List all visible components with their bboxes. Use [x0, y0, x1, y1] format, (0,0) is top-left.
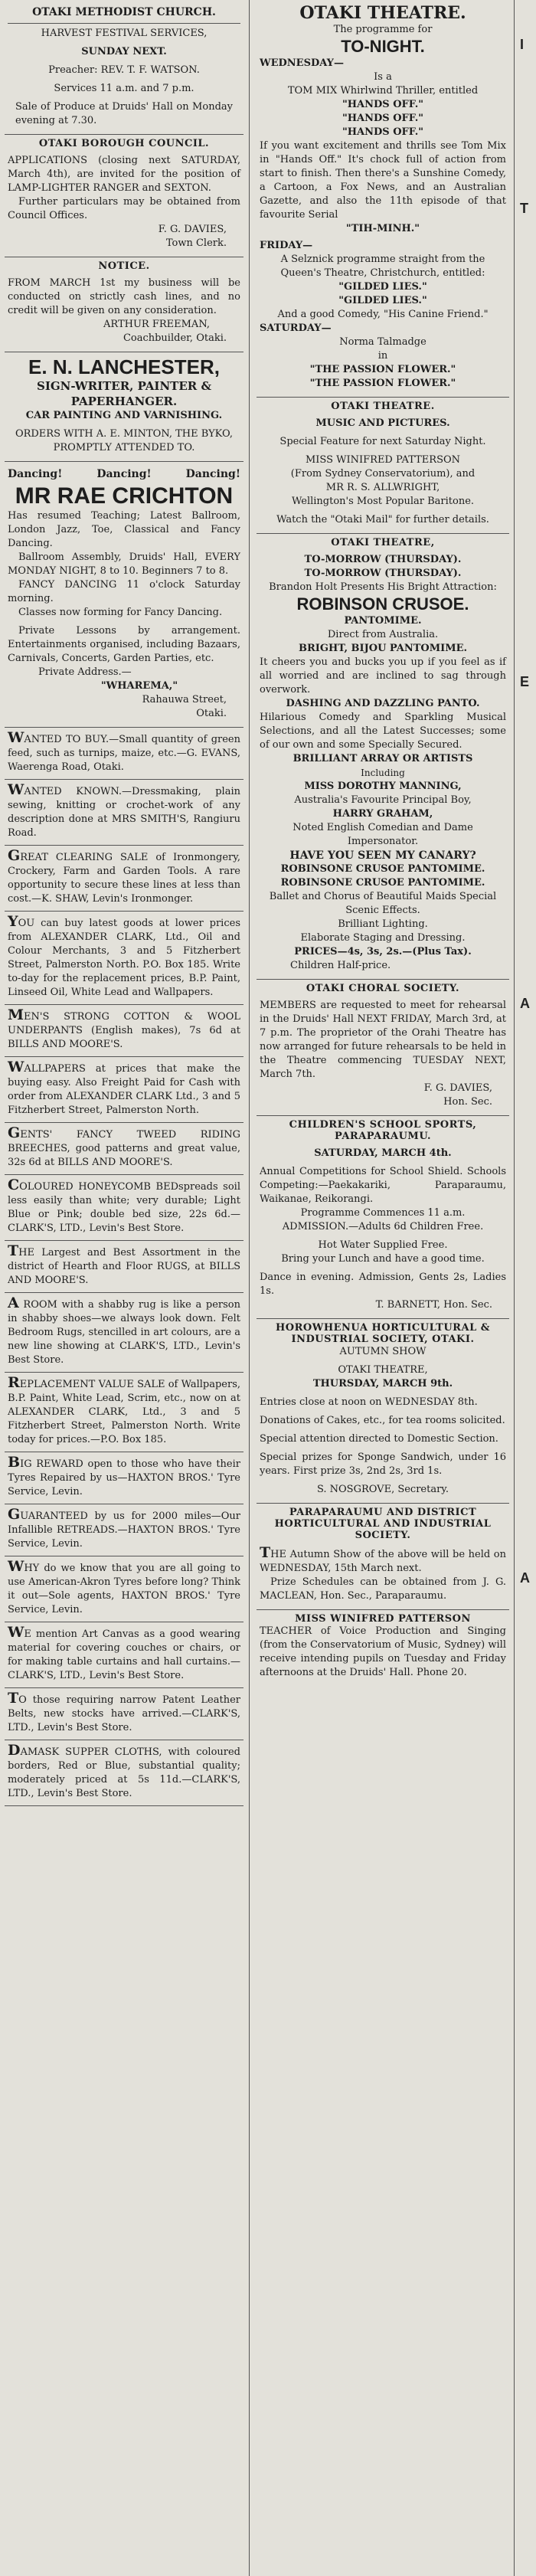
hands-1: "HANDS OFF." [342, 99, 423, 110]
theatre2-miss: MISS WINIFRED PATTERSON [305, 454, 461, 466]
lanchester-ad [5, 352, 243, 462]
horowhenua-donations: Donations of Cakes, etc., for tea rooms solicited. [260, 1415, 505, 1426]
paraparaumu-cap: T [260, 1544, 271, 1561]
gilded-1: "GILDED LIES." [338, 281, 427, 293]
classified-initial: T [8, 1690, 19, 1707]
crusoe-tomorrow-2: TO-MORROW (THURSDAY). [304, 568, 462, 579]
classified-body: IG REWARD open to those who have their Tyres Repaired by us—HAXTON BROS.' Tyre Service, Levin. [8, 1458, 240, 1497]
theatre-norma: Norma Talmadge [339, 336, 427, 348]
borough-body: APPLICATIONS (closing next SATURDAY, March 4th), are invited for the position of LAMP-LIGHTER RANGER and SEXTON. [8, 155, 240, 194]
horowhenua-venue: OTAKI THEATRE, [338, 1364, 428, 1376]
dancing-mid: Dancing! [96, 468, 152, 480]
classified-initial: G [8, 847, 21, 864]
crusoe-harry2: Noted English Comedian and Dame Impersonator. [293, 822, 473, 847]
theatre2-mr: MR R. S. ALLWRIGHT, [325, 482, 440, 493]
horowhenua-ad [257, 1319, 509, 1504]
theatre-tonight-ad [257, 0, 509, 398]
classified-text [8, 1507, 240, 1551]
crusoe-body1: It cheers you and bucks you up if you feel as if all worried and are inclined to sag through overwork. [260, 656, 506, 696]
crichton-addr-label: Private Address.— [38, 666, 132, 678]
hands-2: "HANDS OFF." [342, 113, 423, 124]
theatre-programme: The programme for [333, 24, 433, 35]
crichton-name: MR RAE CRICHTON [15, 483, 234, 509]
notice-sig-name: ARTHUR FREEMAN, [103, 319, 210, 330]
classified-ad [5, 1504, 243, 1556]
paraparaumu-schedules: Prize Schedules can be obtained from J. G. MACLEAN, Hon. Sec., Paraparaumu. [260, 1576, 506, 1602]
crusoe-brandon: Brandon Holt Presents His Bright Attraction: [269, 581, 497, 593]
classified-body: UARANTEED by us for 2000 miles—Our Infallible RETREADS.—HAXTON BROS.' Tyre Service, Levin. [8, 1511, 240, 1550]
sports-body1: Annual Competitions for School Shield. Schools Competing:—Paekakariki, Paraparaumu, Waikanae, Reikorangi. [260, 1166, 506, 1205]
theatre-is-a: Is a [374, 71, 392, 83]
methodist-title: OTAKI METHODIST CHURCH. [32, 6, 216, 18]
classifieds [5, 728, 243, 1806]
dancing-right: Dancing! [185, 468, 240, 480]
column-1 [5, 0, 243, 2576]
classified-ad [5, 1740, 243, 1806]
methodist-church-ad [5, 0, 243, 135]
classified-initial: Y [8, 913, 18, 930]
crusoe-canary: HAVE YOU SEEN MY CANARY? [289, 849, 476, 862]
dancing-left: Dancing! [8, 468, 63, 480]
paraparaumu-ad [257, 1504, 509, 1610]
classified-ad [5, 846, 243, 912]
classified-body: ANTED TO BUY.—Small quantity of green feed, such as turnips, maize, etc.—G. EVANS, Waerenga Road, Otaki. [8, 734, 240, 773]
crusoe-bright: BRIGHT, BIJOU PANTOMIME. [298, 643, 468, 654]
notice-body: FROM MARCH 1st my business will be conducted on strictly cash lines, and no credit will be given on any consideration. [8, 277, 240, 316]
crusoe-harry: HARRY GRAHAM, [332, 808, 433, 820]
classified-initial: W [8, 1624, 25, 1641]
classified-ad [5, 1688, 243, 1740]
sports-title: CHILDREN'S SCHOOL SPORTS, PARAPARAUMU. [289, 1119, 477, 1142]
gilded-2: "GILDED LIES." [338, 295, 427, 306]
classified-ad [5, 1241, 243, 1293]
crusoe-children: Children Half-price. [290, 960, 391, 971]
classified-text [8, 1126, 240, 1170]
theatre2-baritone: Wellington's Most Popular Baritone. [291, 496, 475, 507]
classified-body: HE Largest and Best Assortment in the district of Hearth and Floor RUGS, at BILLS AND MOORE'S. [8, 1247, 240, 1286]
horowhenua-show: AUTUMN SHOW [339, 1346, 427, 1357]
crichton-body2: Ballroom Assembly, Druids' Hall, EVERY MONDAY NIGHT, 8 to 10. Beginners 7 to 8. [8, 552, 240, 577]
sports-sig: T. BARNETT, Hon. Sec. [375, 1299, 492, 1311]
patterson-body: TEACHER of Voice Production and Singing (from the Conservatorium of Music, Sydney) will receive intending pupils on Tuesday and Friday afternoons at the Druids' Hall. Phone 20. [260, 1625, 506, 1678]
sports-body2: Programme Commences 11 a.m. [300, 1207, 466, 1219]
fragment-2: T [520, 201, 528, 216]
methodist-services: Services 11 a.m. and 7 p.m. [54, 83, 194, 94]
methodist-sunday: SUNDAY NEXT. [81, 46, 167, 57]
classified-text [8, 1376, 240, 1447]
classified-ad [5, 1556, 243, 1622]
classified-ad [5, 1057, 243, 1123]
classified-initial: W [8, 1558, 25, 1575]
sports-date: SATURDAY, MARCH 4th. [314, 1147, 452, 1159]
paraparaumu-body-wrap [260, 1546, 506, 1576]
crichton-addr-town: Otaki. [196, 708, 227, 719]
choral-body: MEMBERS are requested to meet for rehearsal in the Druids' Hall NEXT FRIDAY, March 3rd, at 7 p.m. The proprietor of the Orahi Theatre has now arranged for future rehearsals to be held in the Theatre commencing TUESDAY NEXT, March 7th. [260, 1000, 506, 1080]
theatre-body1: If you want excitement and thrills see Tom Mix in "Hands Off." It's chock full of action from start to finish. Then there's a Sunshine Comedy, a Cartoon, a Fox News, and an Australian Gazette, and also the 11th episode of that favourite Serial [260, 140, 506, 221]
classified-ad [5, 1175, 243, 1241]
classified-text [8, 1560, 240, 1617]
sports-ad [257, 1116, 509, 1319]
classified-text [8, 1060, 240, 1118]
theatre-wed: WEDNESDAY— [260, 57, 344, 69]
horowhenua-sig: S. NOSGROVE, Secretary. [316, 1484, 449, 1495]
paraparaumu-title: PARAPARAUMU AND DISTRICT HORTICULTURAL AND INDUSTRIAL SOCIETY. [274, 1507, 492, 1541]
fragment-4: A [520, 996, 530, 1011]
classified-initial: M [8, 1007, 25, 1023]
lanchester-orders: ORDERS WITH A. E. MINTON, THE BYKO, PROMPTLY ATTENDED TO. [15, 428, 234, 453]
classified-body: ANTED KNOWN.—Dressmaking, plain sewing, knitting or crochet-work of any description done at MRS SMITH'S, Rangiuru Road. [8, 786, 240, 839]
methodist-preacher: Preacher: REV. T. F. WATSON. [48, 64, 200, 76]
borough-council-ad [5, 135, 243, 257]
methodist-sale: Sale of Produce at Druids' Hall on Monday evening at 7.30. [15, 101, 233, 126]
crusoe-lighting: Brilliant Lighting. [338, 918, 428, 930]
theatre2-special: Special Feature for next Saturday Night. [279, 436, 486, 447]
theatre-selznick: A Selznick programme straight from the Queen's Theatre, Christchurch, entitled: [280, 254, 485, 279]
hands-3: "HANDS OFF." [342, 126, 423, 138]
theatre-comedy: And a good Comedy, "His Canine Friend." [277, 309, 489, 320]
classified-text [8, 849, 240, 906]
classified-ad [5, 1005, 243, 1057]
passion-1: "THE PASSION FLOWER." [309, 364, 456, 375]
fragment-5: A [520, 1570, 530, 1586]
column-3-fragment [518, 0, 536, 2576]
theatre-fri: FRIDAY— [260, 240, 313, 251]
crusoe-name: ROBINSON CRUSOE. [296, 594, 469, 614]
classified-text [8, 1455, 240, 1499]
crichton-body5: Private Lessons by arrangement. Entertainments organised, including Bazaars, Carnivals, Concerts, Garden Parties, etc. [8, 625, 240, 664]
crusoe-dorothy2: Australia's Favourite Principal Boy, [294, 794, 472, 806]
classified-body: OLOURED HONEYCOMB BEDspreads soil less easily than white; very durable; Light Blue or Pink; double bed size, 22s 6d.—CLARK'S, LTD., Levin's Best Store. [8, 1181, 240, 1234]
crusoe-array: BRILLIANT ARRAY OR ARTISTS [293, 753, 473, 764]
classified-ad [5, 1452, 243, 1504]
crusoe-staging: Elaborate Staging and Dressing. [300, 932, 466, 944]
column-rule-1 [249, 0, 250, 2576]
classified-initial: W [8, 781, 25, 798]
crusoe-rc1: ROBINSONE CRUSOE PANTOMIME. [280, 863, 485, 875]
crusoe-dashing: DASHING AND DAZZLING PANTO. [286, 698, 480, 709]
sports-water: Hot Water Supplied Free. [318, 1239, 448, 1251]
theatre-sat: SATURDAY— [260, 322, 332, 334]
classified-body: HY do we know that you are all going to use American-Akron Tyres before long? Think it out—Sole agents, HAXTON BROS.' Tyre Service, Levin. [8, 1563, 240, 1615]
crusoe-panto: PANTOMIME. [344, 615, 422, 627]
classified-initial: R [8, 1374, 20, 1391]
classified-body: O those requiring narrow Patent Leather Belts, new stocks have arrived.—CLARK'S, LTD., Levin's Best Store. [8, 1694, 240, 1733]
dancing-row [8, 465, 240, 483]
theatre-music-ad [257, 398, 509, 534]
crusoe-direct: Direct from Australia. [327, 629, 439, 640]
crusoe-rc2: ROBINSONE CRUSOE PANTOMIME. [280, 877, 485, 889]
crichton-addr-name: "WHAREMA," [100, 680, 178, 692]
notice-ad [5, 257, 243, 352]
borough-sig-title: Town Clerk. [165, 237, 227, 249]
theatre2-watch: Watch the "Otaki Mail" for further details. [276, 514, 489, 525]
classified-ad [5, 1123, 243, 1175]
classified-body: OU can buy latest goods at lower prices from ALEXANDER CLARK, Ltd., Oil and Colour Merchants, 3 and 5 Fitzherbert Street, Palmerston North. P.O. Box 185. Write to-day for the replacement prices, B.P. Paint, Linseed Oil, White Lead and Wallpapers. [8, 918, 240, 998]
theatre-tihmin: "TIH-MINH." [345, 223, 420, 234]
crusoe-ballet: Ballet and Chorus of Beautiful Maids Special Scenic Effects. [269, 891, 497, 916]
notice-title: NOTICE. [98, 260, 150, 272]
fragment-1: I [520, 37, 525, 52]
choral-sig-name: F. G. DAVIES, [423, 1082, 492, 1094]
passion-2: "THE PASSION FLOWER." [309, 378, 456, 389]
classified-text [8, 1625, 240, 1683]
crusoe-title: OTAKI THEATRE, [331, 537, 435, 548]
crichton-addr-street: Rahauwa Street, [142, 694, 227, 705]
horowhenua-date: THURSDAY, MARCH 9th. [312, 1378, 453, 1389]
methodist-sub: HARVEST FESTIVAL SERVICES, [8, 23, 240, 41]
classified-text [8, 1743, 240, 1801]
theatre-in: in [377, 350, 388, 362]
fragment-3: E [520, 674, 530, 689]
classified-text [8, 1691, 240, 1735]
classified-body: ROOM with a shabby rug is like a person in shabby shoes—we always look down. Felt Bedroom Rugs, stencilled in art colours, are a new line showing at CLARK'S, LTD., Levin's Best Store. [8, 1299, 240, 1366]
column-2 [257, 0, 509, 2576]
theatre-tonight: TO-NIGHT. [341, 37, 425, 56]
theatre2-music: MUSIC AND PICTURES. [315, 417, 450, 429]
classified-initial: W [8, 729, 25, 746]
sports-lunch: Bring your Lunch and have a good time. [281, 1253, 485, 1265]
classified-text [8, 1008, 240, 1052]
classified-initial: G [8, 1124, 21, 1141]
crusoe-body2: Hilarious Comedy and Sparkling Musical Selections, and all the Latest Successes; some of our own and some Specially Secured. [260, 712, 506, 751]
choral-title: OTAKI CHORAL SOCIETY. [306, 983, 460, 994]
classified-text [8, 783, 240, 840]
classified-initial: A [8, 1295, 19, 1311]
crusoe-ad [257, 534, 509, 980]
classified-ad [5, 780, 243, 846]
classified-ad [5, 1373, 243, 1452]
lanchester-name: E. N. LANCHESTER, [28, 355, 220, 378]
classified-ad [5, 728, 243, 780]
classified-body: AMASK SUPPER CLOTHS, with coloured borders, Red or Blue, substantial quality; moderately priced at 5s 11d.—CLARK'S, LTD., Levin's Best Store. [8, 1746, 240, 1799]
horowhenua-prizes: Special prizes for Sponge Sandwich, under 16 years. First prize 3s, 2nd 2s, 3rd 1s. [260, 1452, 506, 1477]
horowhenua-attention: Special attention directed to Domestic Section. [260, 1433, 498, 1445]
classified-text [8, 1296, 240, 1367]
classified-body: ENTS' FANCY TWEED RIDING BREECHES, good patterns and great value, 32s 6d at BILLS AND MOORE'S. [8, 1129, 240, 1168]
classified-body: EN'S STRONG COTTON & WOOL UNDERPANTS (English makes), 7s 6d at BILLS AND MOORE'S. [8, 1011, 240, 1050]
horowhenua-entries: Entries close at noon on WEDNESDAY 8th. [260, 1396, 478, 1408]
theatre2-title: OTAKI THEATRE. [331, 401, 435, 412]
borough-body2: Further particulars may be obtained from Council Offices. [8, 196, 240, 221]
crusoe-tomorrow-1: TO-MORROW (THURSDAY). [304, 554, 462, 565]
classified-initial: C [8, 1177, 20, 1193]
classified-text [8, 915, 240, 1000]
crichton-body1: Has resumed Teaching; Latest Ballroom, London Jazz, Toe, Classical and Fancy Dancing. [8, 510, 240, 549]
classified-body: REAT CLEARING SALE of Ironmongery, Crockery, Farm and Garden Tools. A rare opportunity to secure these lines at less than cost.—K. SHAW, Levin's Ironmonger. [8, 852, 240, 905]
crichton-body3: FANCY DANCING 11 o'clock Saturday morning. [8, 579, 240, 604]
crusoe-prices: PRICES—4s, 3s, 2s.—(Plus Tax). [294, 946, 472, 957]
borough-sig-name: F. G. DAVIES, [158, 224, 227, 235]
sports-dance: Dance in evening. Admission, Gents 2s, Ladies 1s. [260, 1272, 506, 1297]
classified-text [8, 1178, 240, 1236]
classified-ad [5, 1293, 243, 1373]
theatre-tommix: TOM MIX Whirlwind Thriller, entitled [287, 85, 479, 97]
theatre2-from: (From Sydney Conservatorium), and [290, 468, 476, 480]
crichton-body4: Classes now forming for Fancy Dancing. [18, 607, 223, 618]
borough-title: OTAKI BOROUGH COUNCIL. [38, 138, 210, 149]
classified-ad [5, 1622, 243, 1688]
classified-initial: G [8, 1506, 21, 1523]
choral-ad [257, 980, 509, 1116]
column-rule-2 [514, 0, 515, 2576]
theatre-title: OTAKI THEATRE. [299, 3, 466, 23]
classified-text [8, 731, 240, 774]
sports-admission: ADMISSION.—Adults 6d Children Free. [282, 1221, 484, 1232]
classified-body: E mention Art Canvas as a good wearing material for covering couches or chairs, or for making table curtains and hall curtains.—CLARK'S, LTD., Levin's Best Store. [8, 1628, 240, 1681]
paraparaumu-body: HE Autumn Show of the above will be held on WEDNESDAY, 15th March next. [260, 1549, 506, 1574]
lanchester-trade: SIGN-WRITER, PAINTER & PAPERHANGER. [37, 379, 211, 408]
classified-ad [5, 912, 243, 1005]
classified-body: ALLPAPERS at prices that make the buying easy. Also Freight Paid for Cash with order from ALEXANDER CLARK Ltd., 3 and 5 Fitzherbert Street, Palmerston North. [8, 1063, 240, 1116]
classified-initial: T [8, 1242, 19, 1259]
classified-initial: W [8, 1059, 25, 1075]
patterson-ad [257, 1610, 509, 1686]
patterson-title: MISS WINIFRED PATTERSON [295, 1613, 471, 1625]
classified-initial: D [8, 1742, 21, 1759]
classified-text [8, 1244, 240, 1288]
crusoe-dorothy: MISS DOROTHY MANNING, [304, 781, 462, 792]
dancing-ad [5, 462, 243, 728]
classified-body: EPLACEMENT VALUE SALE of Wallpapers, B.P. Paint, White Lead, Scrim, etc., now on at ALEXANDER CLARK, Ltd., 3 and 5 Fitzherbert Street, Palmerston North. Write today for prices.—P.O. Box 185. [8, 1379, 240, 1445]
notice-sig-title: Coachbuilder, Otaki. [123, 332, 227, 344]
crusoe-including: Including [361, 768, 405, 778]
horowhenua-title: HOROWHENUA HORTICULTURAL & INDUSTRIAL SOCIETY, OTAKI. [276, 1322, 490, 1345]
classified-initial: B [8, 1454, 21, 1471]
lanchester-car: CAR PAINTING AND VARNISHING. [25, 410, 223, 421]
choral-sig-title: Hon. Sec. [443, 1096, 492, 1108]
